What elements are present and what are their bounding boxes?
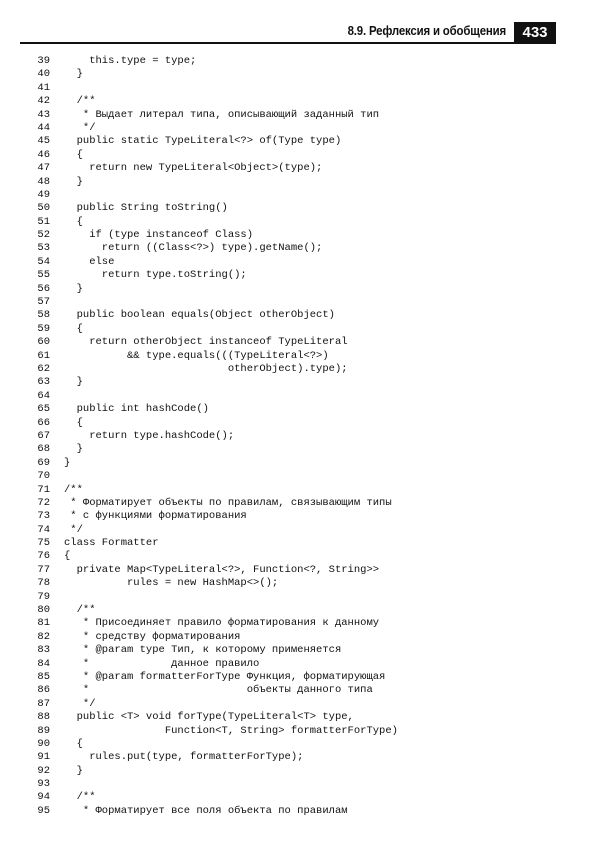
line-number: 58	[37, 309, 50, 322]
code-text: {	[64, 550, 71, 563]
line-number: 81	[37, 617, 50, 630]
code-line	[0, 283, 600, 296]
code-text: }	[64, 456, 71, 469]
code-line	[0, 671, 600, 684]
code-text: }	[64, 282, 83, 295]
line-number: 85	[37, 670, 50, 683]
code-line	[0, 350, 600, 363]
code-text: /**	[64, 483, 83, 496]
code-line	[0, 711, 600, 724]
code-text: else	[64, 255, 115, 268]
code-text: return type.toString();	[64, 269, 247, 282]
code-line	[0, 805, 600, 818]
code-text: }	[64, 443, 83, 456]
code-line	[0, 631, 600, 644]
code-line	[0, 644, 600, 657]
line-number: 56	[37, 282, 50, 295]
code-line	[0, 162, 600, 175]
code-line	[0, 309, 600, 322]
code-line	[0, 390, 600, 403]
code-line	[0, 443, 600, 456]
code-line	[0, 550, 600, 563]
line-number: 91	[37, 751, 50, 764]
line-number: 43	[37, 108, 50, 121]
line-number: 84	[37, 657, 50, 670]
line-number: 45	[37, 135, 50, 148]
code-text: Function<T, String> formatterForType)	[64, 724, 398, 737]
code-text: rules = new HashMap<>();	[64, 577, 279, 590]
code-line	[0, 109, 600, 122]
line-number: 59	[37, 322, 50, 335]
line-number: 89	[37, 724, 50, 737]
code-line	[0, 470, 600, 483]
line-number: 80	[37, 604, 50, 617]
code-text: {	[64, 737, 83, 750]
code-line	[0, 417, 600, 430]
line-number: 48	[37, 175, 50, 188]
line-number: 75	[37, 537, 50, 550]
code-text: public <T> void forType(TypeLiteral<T> type,	[64, 711, 354, 724]
code-line	[0, 457, 600, 470]
line-number: 61	[37, 349, 50, 362]
line-number: 74	[37, 523, 50, 536]
code-line	[0, 564, 600, 577]
line-number: 46	[37, 148, 50, 161]
code-text: }	[64, 175, 83, 188]
line-number: 40	[37, 68, 50, 81]
code-text: public boolean equals(Object otherObject)	[64, 309, 335, 322]
code-text: /**	[64, 791, 96, 804]
line-number: 68	[37, 443, 50, 456]
code-text: * Присоединяет правило форматирования к данному	[64, 617, 380, 630]
code-text: return ((Class<?>) type).getName();	[64, 242, 323, 255]
code-line	[0, 202, 600, 215]
line-number: 66	[37, 416, 50, 429]
code-text: otherObject).type);	[64, 362, 348, 375]
line-number: 39	[37, 55, 50, 67]
line-number: 83	[37, 644, 50, 657]
page-number: 433	[514, 22, 556, 44]
code-line	[0, 537, 600, 550]
code-text: {	[64, 416, 83, 429]
code-text: this.type = type;	[64, 55, 197, 67]
code-text: && type.equals(((TypeLiteral<?>)	[64, 349, 329, 362]
code-line	[0, 149, 600, 162]
line-number: 69	[37, 456, 50, 469]
code-line	[0, 189, 600, 202]
line-number: 94	[37, 791, 50, 804]
code-line	[0, 430, 600, 443]
code-line	[0, 229, 600, 242]
line-number: 67	[37, 429, 50, 442]
line-number: 65	[37, 403, 50, 416]
line-number: 90	[37, 737, 50, 750]
line-number: 78	[37, 577, 50, 590]
code-line	[0, 658, 600, 671]
line-number: 60	[37, 336, 50, 349]
code-text: return new TypeLiteral<Object>(type);	[64, 162, 323, 175]
code-text: * средству форматирования	[64, 630, 241, 643]
code-line	[0, 524, 600, 537]
line-number: 63	[37, 376, 50, 389]
code-line	[0, 323, 600, 336]
code-line	[0, 122, 600, 135]
line-number: 82	[37, 630, 50, 643]
code-line	[0, 82, 600, 95]
header-rule	[20, 42, 556, 44]
page-header	[0, 22, 600, 46]
code-line	[0, 684, 600, 697]
line-number: 86	[37, 684, 50, 697]
line-number: 88	[37, 711, 50, 724]
code-line	[0, 376, 600, 389]
code-line	[0, 135, 600, 148]
code-text: */	[64, 523, 83, 536]
code-line	[0, 269, 600, 282]
code-line	[0, 751, 600, 764]
line-number: 70	[37, 470, 50, 483]
line-number: 76	[37, 550, 50, 563]
code-line	[0, 216, 600, 229]
code-text: * объекты данного типа	[64, 684, 373, 697]
code-line	[0, 738, 600, 751]
code-text: /**	[64, 604, 96, 617]
code-text: {	[64, 148, 83, 161]
line-number: 44	[37, 121, 50, 134]
code-line	[0, 791, 600, 804]
code-line	[0, 604, 600, 617]
code-text: rules.put(type, formatterForType);	[64, 751, 304, 764]
line-number: 87	[37, 697, 50, 710]
code-line	[0, 765, 600, 778]
code-line	[0, 725, 600, 738]
line-number: 49	[37, 188, 50, 201]
line-number: 50	[37, 202, 50, 215]
line-number: 92	[37, 764, 50, 777]
code-text: return otherObject instanceof TypeLiteral	[64, 336, 348, 349]
code-line	[0, 510, 600, 523]
line-number: 71	[37, 483, 50, 496]
line-number: 42	[37, 95, 50, 108]
code-line	[0, 176, 600, 189]
code-text: public static TypeLiteral<?> of(Type type)	[64, 135, 342, 148]
code-line	[0, 497, 600, 510]
code-text: */	[64, 121, 96, 134]
code-line	[0, 55, 600, 68]
line-number: 55	[37, 269, 50, 282]
code-line	[0, 242, 600, 255]
code-line	[0, 484, 600, 497]
line-number: 73	[37, 510, 50, 523]
code-line	[0, 296, 600, 309]
code-text: class Formatter	[64, 537, 159, 550]
code-text: }	[64, 376, 83, 389]
code-line	[0, 577, 600, 590]
code-text: public String toString()	[64, 202, 228, 215]
line-number: 54	[37, 255, 50, 268]
code-text: public int hashCode()	[64, 403, 209, 416]
code-line	[0, 68, 600, 81]
line-number: 57	[37, 296, 50, 309]
code-line	[0, 95, 600, 108]
code-text: {	[64, 215, 83, 228]
code-line	[0, 698, 600, 711]
code-text: * с функциями форматирования	[64, 510, 247, 523]
line-number: 53	[37, 242, 50, 255]
section-title: 8.9. Рефлексия и обобщения	[344, 23, 506, 38]
code-text: */	[64, 697, 96, 710]
line-number: 77	[37, 563, 50, 576]
code-text: {	[64, 322, 83, 335]
line-number: 52	[37, 229, 50, 242]
code-line	[0, 336, 600, 349]
code-text: * Выдает литерал типа, описывающий заданный тип	[64, 108, 380, 121]
line-number: 47	[37, 162, 50, 175]
code-listing	[0, 55, 600, 818]
code-text: * данное правило	[64, 657, 260, 670]
code-text: /**	[64, 95, 96, 108]
code-line	[0, 363, 600, 376]
line-number: 51	[37, 215, 50, 228]
line-number: 62	[37, 362, 50, 375]
code-text: private Map<TypeLiteral<?>, Function<?, String>>	[64, 563, 380, 576]
line-number: 64	[37, 389, 50, 402]
code-text: }	[64, 764, 83, 777]
code-text: * @param type Тип, к которому применяется	[64, 644, 342, 657]
line-number: 41	[37, 81, 50, 94]
code-line	[0, 778, 600, 791]
line-number: 95	[37, 804, 50, 817]
code-line	[0, 591, 600, 604]
code-line	[0, 403, 600, 416]
code-line	[0, 256, 600, 269]
code-text: * Форматирует объекты по правилам, связывающим типы	[64, 496, 392, 509]
line-number: 72	[37, 496, 50, 509]
code-text: }	[64, 68, 83, 81]
code-text: * Форматирует все поля объекта по правилам	[64, 804, 348, 817]
line-number: 79	[37, 590, 50, 603]
code-line	[0, 617, 600, 630]
code-text: return type.hashCode();	[64, 429, 235, 442]
code-text: if (type instanceof Class)	[64, 229, 254, 242]
code-text: * @param formatterForType Функция, форматирующая	[64, 670, 386, 683]
line-number: 93	[37, 778, 50, 791]
